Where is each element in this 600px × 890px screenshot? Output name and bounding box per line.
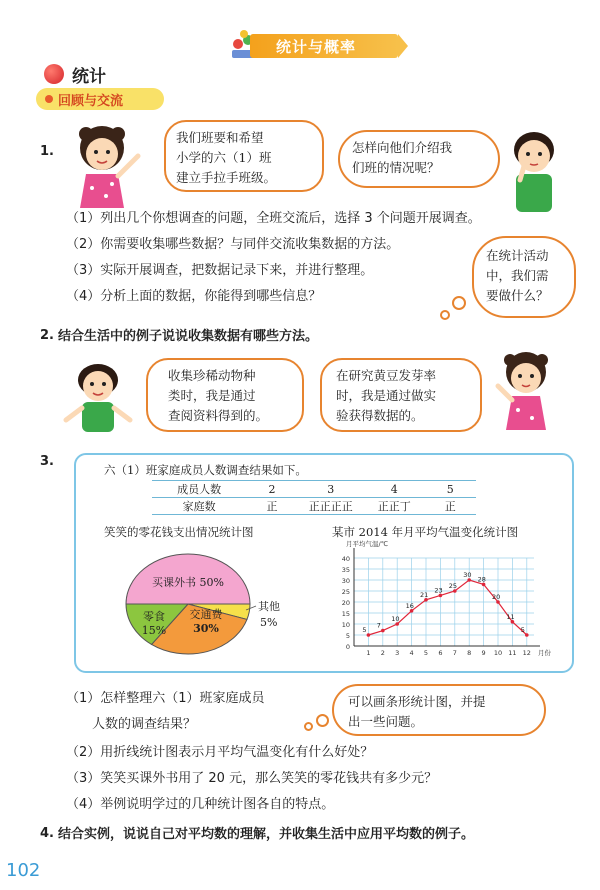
y-tick-label: 15	[341, 610, 350, 618]
bubble-line: 查阅资料得到的。	[168, 408, 269, 423]
q1-number: 1.	[40, 144, 54, 159]
x-tick-label: 1	[366, 649, 371, 657]
thought-dot	[316, 714, 329, 727]
bubble-line: 类时，我是通过	[168, 388, 256, 403]
pie-label: 其他	[258, 600, 280, 613]
cloud-line: 要做什么？	[486, 288, 549, 303]
bubble-line: 建立手拉手班级。	[176, 170, 277, 185]
bubble-line: 在研究黄豆发芽率	[336, 368, 437, 383]
x-tick-label: 6	[438, 649, 443, 657]
q2-text: 结合生活中的例子说说收集数据有哪些方法。	[58, 329, 319, 344]
bubble-line: 怎样向他们介绍我	[352, 140, 453, 155]
cloud-line: 可以画条形统计图，并提	[348, 694, 486, 709]
q4-text: 结合实例，说说自己对平均数的理解，并收集生活中应用平均数的例子。	[58, 827, 475, 842]
hint-thought-cloud	[332, 684, 546, 736]
table-header-cell: 成员人数	[152, 481, 246, 498]
x-tick-label: 8	[467, 649, 472, 657]
data-label: 11	[506, 612, 515, 621]
x-tick-label: 11	[508, 649, 517, 657]
line-chart	[318, 540, 558, 666]
table-header-cell: 家庭数	[152, 498, 246, 515]
table-cell: 正正正正	[298, 498, 364, 515]
pie-title: 笑笑的零花钱支出情况统计图	[104, 525, 254, 539]
boy-character-icon	[60, 360, 140, 436]
table-cell: 5	[425, 481, 476, 498]
y-axis-label: 月平均气温/℃	[346, 540, 388, 548]
q1-item-3: （3）实际开展调查，把数据记录下来，并进行整理。	[66, 263, 374, 278]
y-tick-label: 40	[341, 555, 350, 563]
table-caption: 六（1）班家庭成员人数调查结果如下。	[104, 463, 307, 477]
pie-label: 买课外书 50%	[152, 576, 224, 589]
data-label: 7	[376, 621, 381, 630]
data-label: 5	[520, 626, 525, 634]
x-tick-label: 4	[409, 649, 414, 657]
y-tick-label: 0	[345, 643, 350, 651]
bubble-line: 收集珍稀动物种	[168, 368, 256, 383]
data-label: 5	[362, 626, 367, 634]
q3-item-3: （3）笑笑买课外书用了 20 元，那么笑笑的零花钱共有多少元？	[66, 771, 438, 786]
y-tick-label: 25	[341, 588, 350, 596]
thought-dot	[304, 722, 313, 731]
girl-speech-bubble	[320, 358, 482, 432]
y-tick-label: 10	[341, 621, 350, 629]
q2-number: 2.	[40, 328, 54, 343]
thought-dot	[440, 310, 450, 320]
pie-percent-label: 5%	[260, 616, 278, 629]
y-tick-label: 20	[341, 599, 350, 607]
page-number: 102	[6, 860, 41, 881]
q1-item-1: （1）列出几个你想调查的问题，全班交流后，选择 3 个问题开展调查。	[66, 211, 481, 226]
boy-thought-bubble	[338, 130, 500, 188]
x-tick-label: 2	[380, 649, 385, 657]
y-tick-label: 5	[345, 632, 350, 640]
pie-percent-label: 15%	[141, 624, 167, 637]
table-cell: 正	[246, 498, 297, 515]
q1-item-2: （2）你需要收集哪些数据？与同伴交流收集数据的方法。	[66, 237, 400, 252]
data-label: 25	[448, 582, 458, 590]
cloud-line: 出一些问题。	[348, 714, 424, 729]
pie-percent-label: 30%	[193, 622, 219, 635]
data-point	[525, 633, 529, 637]
line-chart-title: 某市 2014 年月平均气温变化统计图	[332, 525, 519, 539]
activity-thought-cloud	[472, 236, 576, 318]
table-cell: 正正丁	[364, 498, 425, 515]
q3-item-1b: 人数的调查结果？	[92, 717, 197, 732]
chapter-title: 统计与概率	[276, 38, 357, 56]
pie-chart	[120, 548, 300, 660]
bubble-line: 我们班要和希望	[176, 130, 264, 145]
data-label: 23	[434, 586, 443, 595]
section-title: 统计	[72, 67, 106, 87]
boy-character-icon	[500, 124, 570, 216]
y-tick-label: 35	[341, 566, 350, 574]
table-cell: 4	[364, 481, 425, 498]
bubble-line: 验获得数据的。	[336, 408, 424, 423]
q3-item-2: （2）用折线统计图表示月平均气温变化有什么好处？	[66, 745, 374, 760]
subtitle-dot-icon	[45, 95, 53, 103]
x-axis-label: 月份	[538, 649, 551, 657]
girl-speech-bubble	[164, 120, 324, 192]
data-point	[381, 629, 385, 633]
x-tick-label: 7	[452, 649, 457, 657]
data-label: 16	[405, 601, 414, 610]
cloud-line: 中，我们需	[486, 268, 549, 283]
q4-number: 4.	[40, 826, 54, 841]
section-bullet-icon	[44, 64, 64, 84]
girl-character-icon	[62, 116, 152, 212]
data-label: 30	[463, 571, 472, 579]
girl-character-icon	[492, 346, 562, 436]
subtitle: 回顾与交流	[58, 94, 124, 109]
thought-dot	[452, 296, 466, 310]
pie-label: 零食	[143, 610, 165, 623]
data-label: 10	[391, 615, 400, 623]
data-label: 28	[477, 575, 486, 584]
pie-label: 交通费	[189, 608, 223, 621]
line-chart-grid	[354, 558, 534, 646]
bubble-line: 小学的六（1）班	[176, 150, 272, 165]
boy-speech-bubble	[146, 358, 304, 432]
data-label: 20	[492, 593, 501, 601]
x-tick-label: 12	[522, 649, 531, 657]
x-tick-label: 9	[481, 649, 486, 657]
temperature-line	[368, 580, 526, 635]
x-tick-label: 10	[493, 649, 503, 657]
q3-item-1a: （1）怎样整理六（1）班家庭成员	[66, 691, 265, 706]
bubble-line: 时，我是通过做实	[336, 388, 437, 403]
q1-item-4: （4）分析上面的数据，你能得到哪些信息？	[66, 289, 322, 304]
q3-number: 3.	[40, 454, 54, 469]
x-tick-label: 5	[423, 649, 429, 657]
table-cell: 2	[246, 481, 297, 498]
y-tick-label: 30	[341, 577, 350, 585]
x-tick-label: 3	[395, 649, 400, 657]
table-cell: 正	[425, 498, 476, 515]
table-cell: 3	[298, 481, 364, 498]
data-point	[367, 633, 371, 637]
cloud-line: 在统计活动	[486, 248, 549, 263]
q3-item-4: （4）举例说明学过的几种统计图各自的特点。	[66, 797, 335, 812]
bubble-line: 们班的情况呢？	[352, 160, 440, 175]
data-label: 21	[420, 590, 429, 599]
chapter-banner	[228, 28, 404, 62]
family-survey-table	[152, 480, 476, 515]
